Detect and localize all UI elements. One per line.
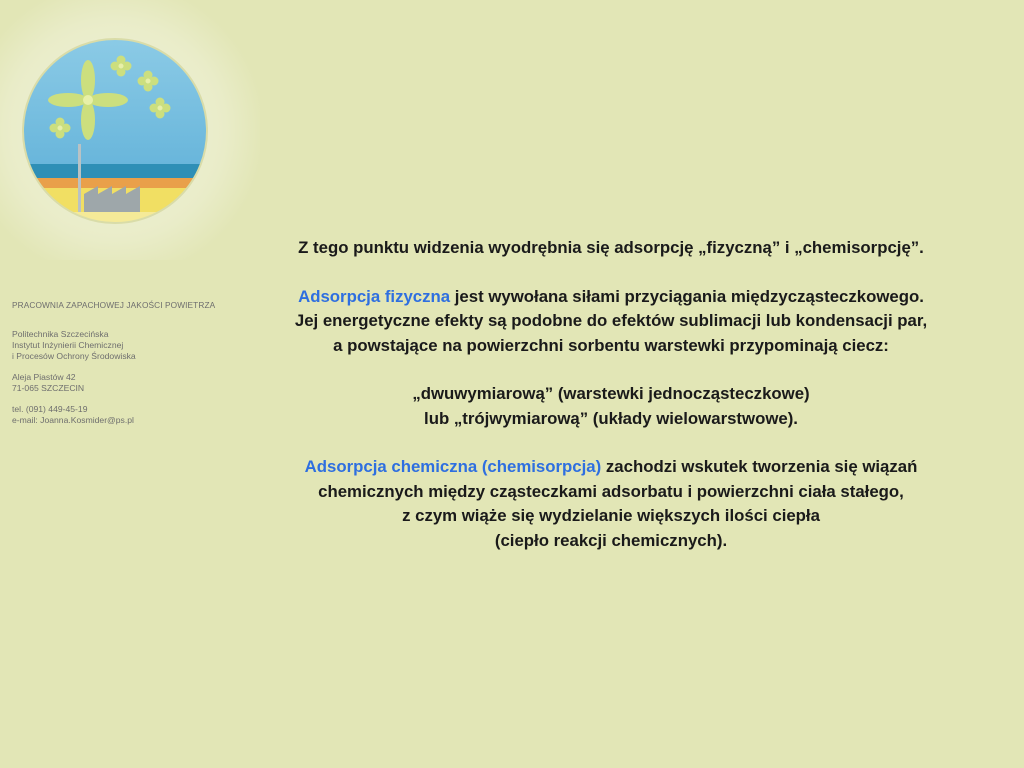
physical-adsorption-line: Jej energetyczne efekty są podobne do efektów sublimacji lub kondensacji par,	[294, 311, 928, 330]
intro-text: Z tego punktu widzenia wyodrębnia się adsorpcję „fizyczną” i „chemisorpcję”.	[298, 238, 924, 257]
physical-adsorption-text: jest wywołana siłami przyciągania międzycząsteczkowego.	[450, 286, 924, 306]
address-line: Aleja Piastów 42	[12, 372, 76, 382]
address-line: 71-065 SZCZECIN	[12, 383, 85, 393]
physical-adsorption-paragraph	[226, 285, 996, 310]
chemical-adsorption-paragraph	[226, 455, 996, 480]
chemical-adsorption-text: zachodzi wskutek tworzenia się wiązań	[601, 457, 918, 476]
physical-adsorption-term: Adsorpcja fizyczna	[298, 286, 451, 306]
chemical-adsorption-line: z czym wiąże się wydzielanie większych ilości ciepła	[402, 506, 820, 525]
institution-line: i Procesów Ochrony Środowiska	[12, 351, 136, 361]
email-text: e-mail: Joanna.Kosmider@ps.pl	[12, 415, 134, 425]
layer-type-line: „dwuwymiarową” (warstewki jednocząsteczkowe)	[412, 384, 810, 403]
physical-adsorption-line: a powstające na powierzchni sorbentu warstewki przypominają ciecz:	[333, 335, 889, 355]
chemical-adsorption-line: chemicznych między cząsteczkami adsorbatu i powierzchni ciała stałego,	[318, 481, 904, 501]
institution-line: Politechnika Szczecińska	[12, 329, 109, 339]
lab-name: PRACOWNIA ZAPACHOWEJ JAKOŚCI POWIETRZA	[12, 300, 216, 310]
phone-text: tel. (091) 449-45-19	[12, 404, 88, 414]
slide-content	[226, 236, 996, 553]
contact-block	[12, 404, 227, 426]
institution-block	[12, 329, 227, 362]
layer-type-line: lub „trójwymiarową” (układy wielowarstwowe).	[424, 408, 798, 428]
institution-line: Instytut Inżynierii Chemicznej	[12, 340, 124, 350]
address-block	[12, 372, 227, 394]
chemical-adsorption-line: (ciepło reakcji chemicznych).	[494, 530, 728, 550]
sidebar-contact-info	[12, 300, 227, 436]
chemical-adsorption-term: Adsorpcja chemiczna (chemisorpcja)	[304, 457, 602, 476]
laboratory-logo	[20, 36, 210, 226]
